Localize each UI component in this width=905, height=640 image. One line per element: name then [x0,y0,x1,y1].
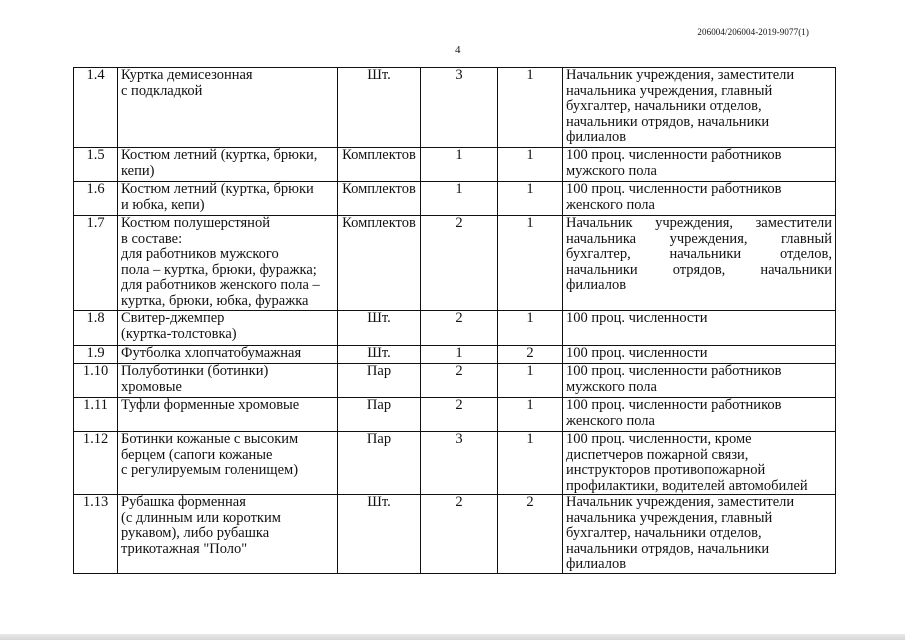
item-recipients-line: диспетчеров пожарной связи, [566,446,749,463]
table-row [74,346,836,364]
item-name-line: и юбка, кепи) [121,196,205,213]
item-recipients [563,216,836,311]
item-name-line: кепи) [121,162,155,179]
table-body [74,68,836,574]
item-quantity: 2 [421,311,498,346]
item-quantity: 1 [421,148,498,182]
item-term: 1 [498,182,563,216]
item-recipients-line: бухгалтер, начальники отделов, [566,525,762,541]
item-unit: Пар [338,364,421,398]
item-number: 1.4 [74,68,118,148]
item-quantity: 2 [421,398,498,432]
table-row [74,364,836,398]
item-recipients [563,311,836,346]
item-recipients [563,364,836,398]
item-name-line: Рубашка форменная [121,494,246,510]
item-recipients-line: 100 проц. численности работников [566,147,782,163]
item-name-line: с регулируемым голенищем) [121,462,299,478]
item-unit: Комплектов [338,182,421,216]
item-name-line: с подкладкой [121,82,203,99]
item-name-line: (куртка-толстовка) [121,325,237,342]
item-recipients-line: инструкторов противопожарной [566,462,766,478]
item-name-line: в составе: [121,230,183,247]
document-id: 206004/206004-2019-9077(1) [697,27,809,37]
item-recipients [563,182,836,216]
item-recipients-line: женского пола [566,412,655,429]
item-unit: Комплектов [338,148,421,182]
item-number: 1.5 [74,148,118,182]
item-name [118,216,338,311]
item-recipients [563,432,836,495]
item-recipients-line: филиалов [566,129,627,145]
item-term: 1 [498,216,563,311]
item-name [118,364,338,398]
item-number: 1.11 [74,398,118,432]
table-row [74,216,836,311]
item-recipients-line: филиалов [566,277,627,293]
item-term: 1 [498,398,563,432]
item-name-line: Свитер-джемпер [121,310,225,326]
item-name [118,182,338,216]
item-unit: Шт. [338,346,421,364]
item-recipients-line: начальника учреждения, главный [566,509,773,526]
table-row [74,311,836,346]
item-recipients [563,68,836,148]
item-name-line: Туфли форменные хромовые [121,397,300,413]
item-recipients-line: Начальник учреждения, заместители [566,494,795,510]
table-row [74,495,836,574]
item-name-line: Костюм летний (куртка, брюки [121,181,314,197]
item-unit: Комплектов [338,216,421,311]
item-name-line: трикотажная "Поло" [121,540,248,557]
item-name-line: куртка, брюки, юбка, фуражка [121,292,309,309]
item-name-line: Куртка демисезонная [121,67,253,83]
item-name-line: Костюм летний (куртка, брюки, [121,147,318,163]
item-name-line: хромовые [121,378,182,395]
item-name [118,495,338,574]
item-name-line: Костюм полушерстяной [121,215,270,231]
item-number: 1.7 [74,216,118,311]
item-name-line: берцем (сапоги кожаные [121,446,273,463]
item-quantity: 2 [421,216,498,311]
item-number: 1.8 [74,311,118,346]
item-recipients-line: бухгалтер, начальники отделов, [566,246,832,262]
scan-bottom-edge [0,634,905,640]
item-name [118,346,338,364]
item-quantity: 3 [421,432,498,495]
table-row [74,432,836,495]
item-name-line: пола – куртка, брюки, фуражка; [121,261,317,278]
item-name [118,148,338,182]
item-recipients [563,346,836,364]
table-row [74,68,836,148]
item-term: 1 [498,311,563,346]
item-quantity: 2 [421,495,498,574]
item-name [118,398,338,432]
item-unit: Шт. [338,311,421,346]
item-recipients-line: женского пола [566,196,655,213]
item-recipients [563,148,836,182]
item-recipients-line: 100 проц. численности [566,310,708,326]
item-recipients-line: 100 проц. численности [566,345,708,361]
item-number: 1.9 [74,346,118,364]
table-row [74,182,836,216]
item-recipients-line: Начальник учреждения, заместители [566,67,795,83]
item-quantity: 1 [421,182,498,216]
page-number: 4 [455,44,461,56]
item-recipients-line: филиалов [566,556,627,572]
item-name-line: Футболка хлопчатобумажная [121,345,302,361]
table-row [74,398,836,432]
item-recipients-line: 100 проц. численности работников [566,397,782,413]
item-name [118,68,338,148]
item-quantity: 2 [421,364,498,398]
item-number: 1.10 [74,364,118,398]
uniform-items-table [73,67,836,574]
item-name-line: Полуботинки (ботинки) [121,363,269,379]
item-unit: Шт. [338,68,421,148]
item-name-line: Ботинки кожаные с высоким [121,431,299,447]
item-number: 1.12 [74,432,118,495]
table-row [74,148,836,182]
item-term: 1 [498,364,563,398]
item-recipients-line: начальника учреждения, главный [566,82,773,99]
item-recipients-line: мужского пола [566,378,657,395]
item-term: 1 [498,68,563,148]
item-term: 1 [498,148,563,182]
item-recipients [563,398,836,432]
item-number: 1.6 [74,182,118,216]
item-recipients-line: начальника учреждения, главный [566,230,832,247]
item-term: 2 [498,495,563,574]
item-recipients-line: бухгалтер, начальники отделов, [566,98,762,114]
item-recipients-line: мужского пола [566,162,657,179]
item-unit: Пар [338,398,421,432]
item-recipients-line: 100 проц. численности работников [566,363,782,379]
item-number: 1.13 [74,495,118,574]
item-name-line: рукавом), либо рубашка [121,525,270,541]
item-quantity: 3 [421,68,498,148]
item-quantity: 1 [421,346,498,364]
item-recipients-line: 100 проц. численности работников [566,181,782,197]
item-recipients-line: начальники отрядов, начальники [566,540,770,557]
item-recipients-line: Начальник учреждения, заместители [566,215,832,231]
item-recipients [563,495,836,574]
item-recipients-line: начальники отрядов, начальники [566,113,770,130]
item-unit: Шт. [338,495,421,574]
item-name-line: для работников женского пола – [121,277,320,293]
item-recipients-line: начальники отрядов, начальники [566,261,832,278]
item-name [118,432,338,495]
item-name-line: (с длинным или коротким [121,509,281,526]
item-recipients-line: профилактики, водителей автомобилей [566,477,808,494]
item-term: 1 [498,432,563,495]
item-unit: Пар [338,432,421,495]
item-name [118,311,338,346]
item-term: 2 [498,346,563,364]
item-recipients-line: 100 проц. численности, кроме [566,431,752,447]
item-name-line: для работников мужского [121,246,279,262]
